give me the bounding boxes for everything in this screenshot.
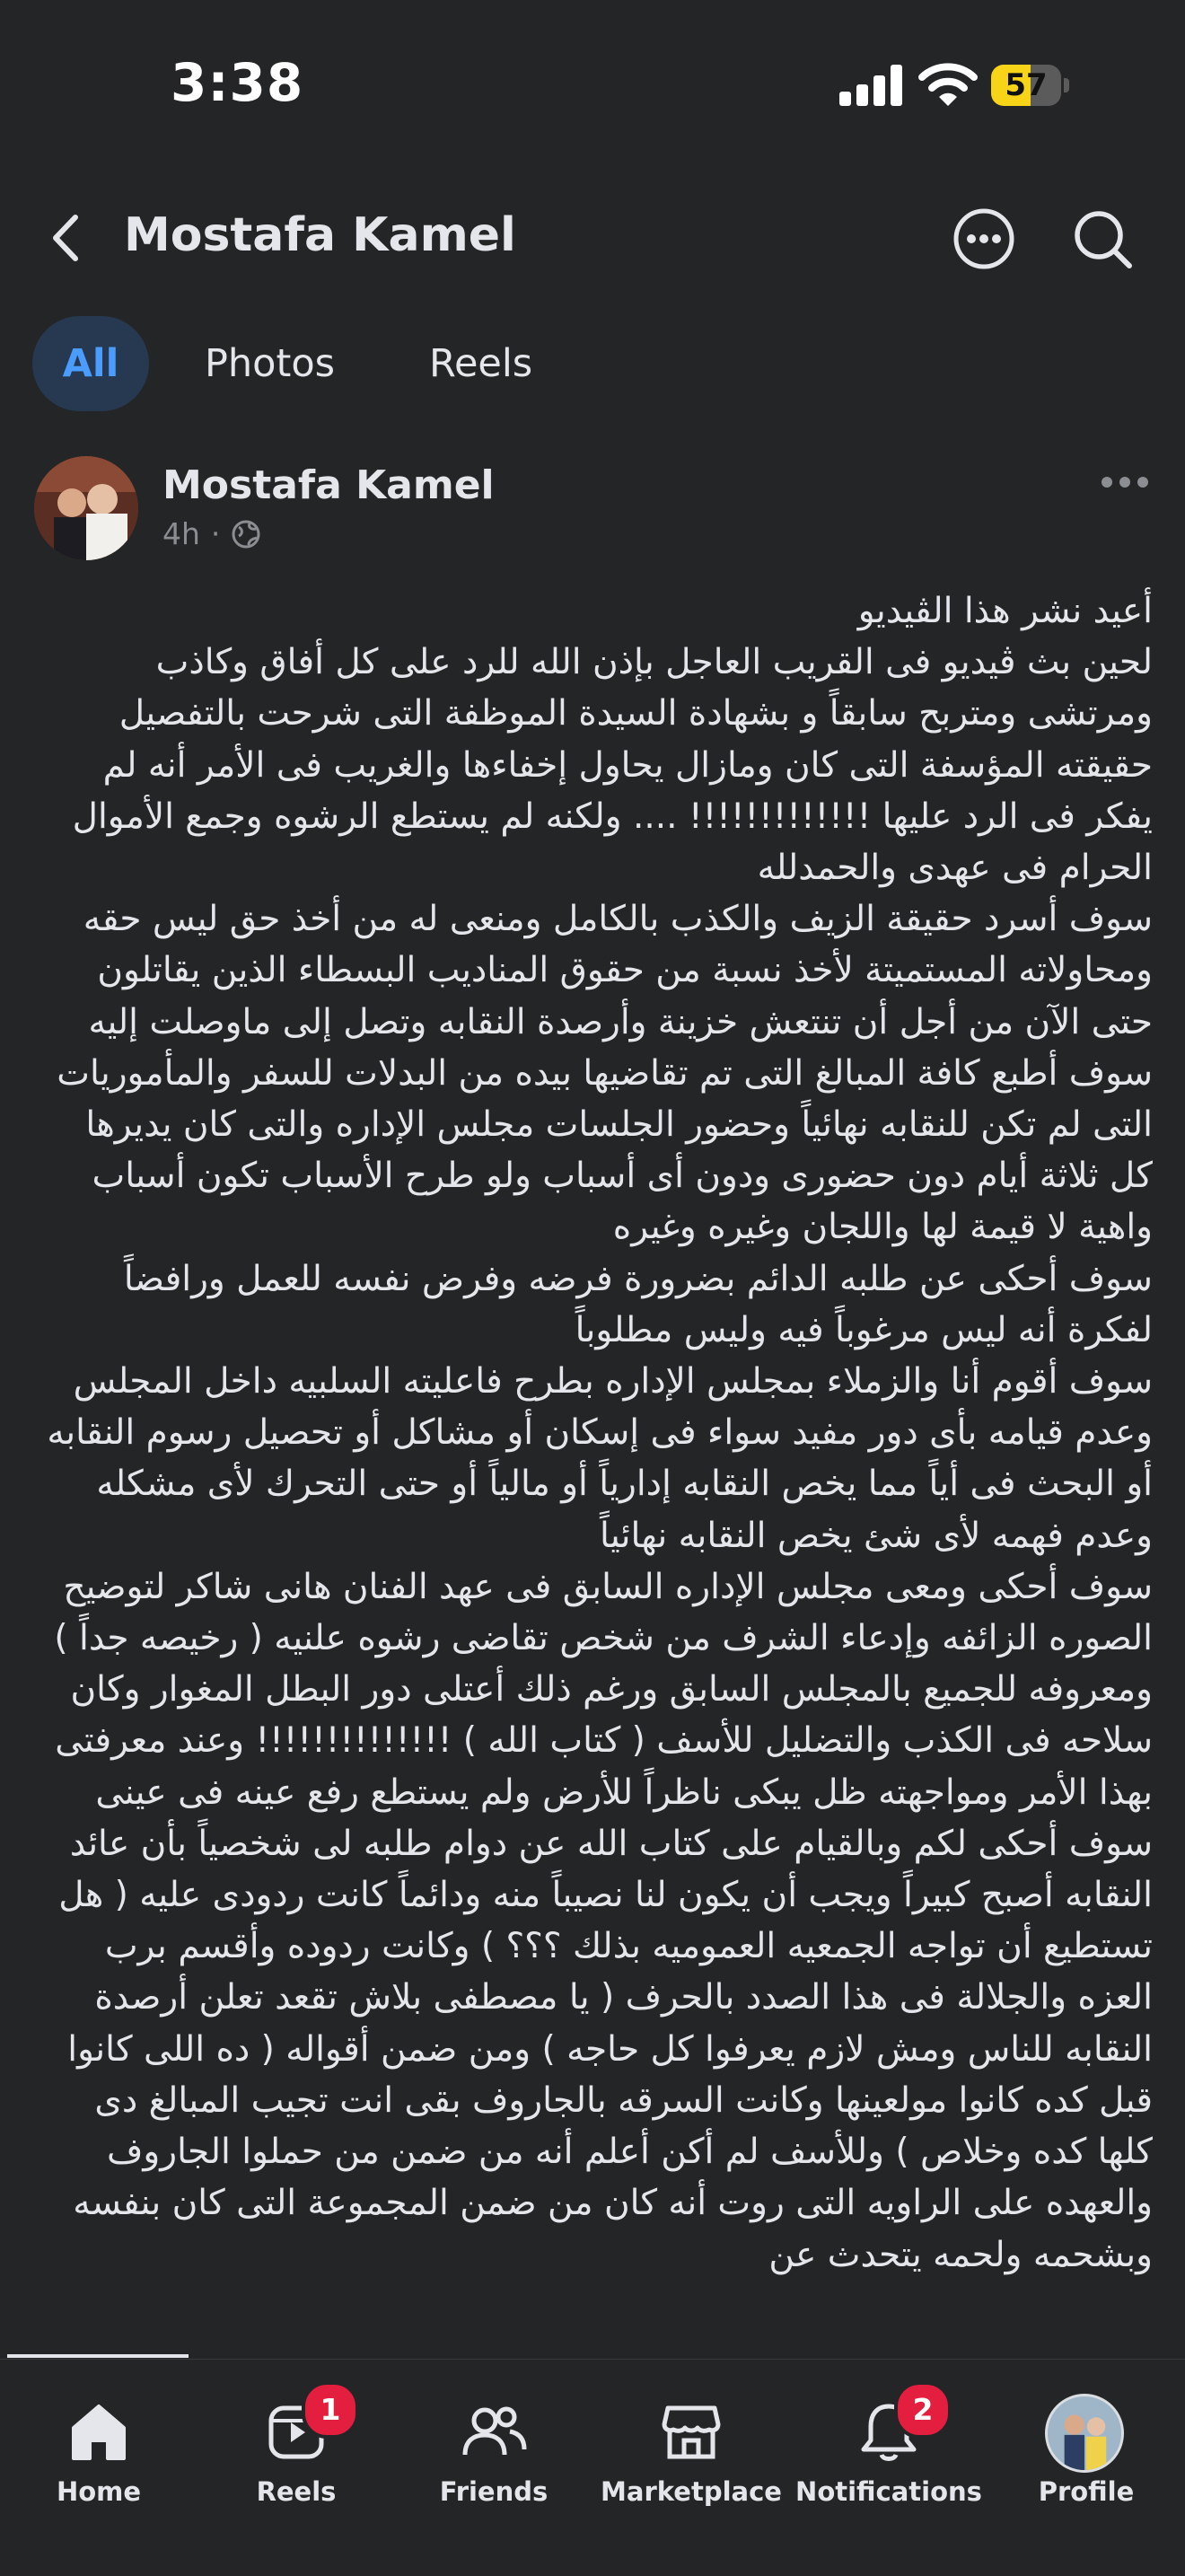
post-text [32, 585, 1153, 2359]
reels-badge: 1 [302, 2381, 359, 2439]
more-options-icon[interactable] [952, 207, 1016, 271]
profile-header [0, 189, 1185, 287]
status-bar [0, 0, 1185, 171]
tab-photos[interactable]: Photos [205, 341, 336, 386]
nav-label-friends: Friends [439, 2476, 549, 2507]
active-tab-indicator [7, 2354, 189, 2358]
cellular-signal-icon [839, 65, 902, 106]
globe-icon [231, 519, 261, 549]
tab-all[interactable]: All [32, 316, 149, 411]
nav-home[interactable] [0, 2360, 198, 2576]
search-icon[interactable] [1070, 207, 1135, 271]
nav-label-profile: Profile [1038, 2476, 1135, 2507]
wifi-icon [918, 59, 978, 108]
post-paragraph: أعيد نشر هذا الڤيديو [857, 591, 1153, 631]
nav-notifications[interactable] [790, 2360, 988, 2576]
marketplace-icon [655, 2396, 727, 2467]
battery-indicator [991, 65, 1068, 106]
post-time: 4h [162, 516, 200, 551]
post-paragraph: سوف أحكى ومعى مجلس الإداره السابق فى عهد الفنان هانى شاكر لتوضيح الصوره الزائفه وإدعاء الشرف من شخص تقاضى رشوه علنيه ( رخيصه جداً ) ومعروفه للجميع بالمجلس السابق ورغم ذلك أعتلى دور البطل المغوار وكان سلاحه فى الكذب والتضليل للأسف ( كتاب الله ) !!!!!!!!!!!!!! وعند معرفتى بهذا الأمر ومواجهته ظل يبكى ناظراً للأرض ولم يستطع رفع عينه فى عينى [54, 1566, 1153, 1813]
post-paragraph: سوف أطبع كافة المبالغ التى تم تقاضيها بيده من البدلات للسفر والمأموريات التى لم تكن للنقابه نهائياً وحضور الجلسات مجلس الإداره والتى كان يديرها كل ثلاثة أيام دون حضورى ودون أى أسباب ولو طرح الأسباب تكون أسباب واهية لا قيمة لها واللجان وغيره وغيره [57, 1052, 1153, 1248]
status-time: 3:38 [171, 52, 304, 113]
post-meta [162, 516, 261, 551]
battery-level: 57 [1005, 67, 1048, 103]
bottom-navigation [0, 2359, 1185, 2576]
post-paragraph: سوف أقوم أنا والزملاء بمجلس الإداره بطرح فاعليته السلبيه داخل المجلس وعدم قيامه بأى دور مفيد سواء فى إسكان أو مشاكل أو تحصيل رسوم النقابه أو البحث فى أياً مما يخص النقابه إدارياً أو مالياً أو حتى التحرك لأى مشكله وعدم فهمه لأى شئ يخص النقابه نهائياً [47, 1361, 1153, 1556]
nav-label-notifications: Notifications [795, 2476, 982, 2507]
nav-label-marketplace: Marketplace [601, 2476, 782, 2507]
nav-marketplace[interactable] [592, 2360, 790, 2576]
profile-avatar [1045, 2394, 1124, 2473]
tab-reels[interactable]: Reels [429, 341, 533, 386]
page-title: Mostafa Kamel [124, 208, 516, 262]
nav-label-reels: Reels [256, 2476, 337, 2507]
friends-icon [458, 2396, 530, 2467]
back-arrow-icon[interactable] [40, 207, 93, 269]
post-options-icon[interactable] [1100, 471, 1150, 493]
post-author-name[interactable]: Mostafa Kamel [162, 462, 495, 508]
post-paragraph: سوف أحكى عن طلبه الدائم بضرورة فرضه وفرض نفسه للعمل ورافضاً لفكرة أنه ليس مرغوباً فيه وليس مطلوباً [123, 1258, 1153, 1350]
post-paragraph: سوف أسرد حقيقة الزيف والكذب بالكامل ومنعى له من أخذ حق ليس حقه ومحاولاته المستميتة لأخذ نسبة من حقوق المناديب البسطاء الذين يقاتلون حتى الآن من أجل أن تنتعش خزينة وأرصدة النقابه وتصل إلى ماوصلت إليه [83, 899, 1153, 1042]
author-avatar[interactable] [34, 456, 138, 560]
nav-reels[interactable] [198, 2360, 395, 2576]
home-icon [63, 2396, 135, 2467]
nav-label-home: Home [56, 2476, 142, 2507]
separator-dot: · [210, 516, 221, 551]
post-paragraph: لحين بث ڤيديو فى القريب العاجل بإذن الله للرد على كل أفاق وكاذب ومرتشى ومتربح سابقاً و بشهادة السيدة الموظفة التى شرحت بالتفصيل حقيقته المؤسفة التى كان ومازال يحاول إخفاءها والغريب فى الأمر أنه لم يفكر فى الرد عليها !!!!!!!!!!!!! .... ولكنه لم يستطع الرشوه وجمع الأموال الحرام فى عهدى والحمدلله [72, 642, 1153, 889]
notifications-badge: 2 [894, 2381, 952, 2439]
nav-profile[interactable] [988, 2360, 1185, 2576]
post-paragraph: سوف أحكى لكم وبالقيام على كتاب الله عن دوام طلبه لى شخصياً بأن عائد النقابه أصبح كبيراً ويجب أن يكون لنا نصيباً منه ودائماً كانت ردودى عليه ( هل تستطيع أن تواجه الجمعيه العموميه بذلك ؟؟؟ ) وكانت ردوده وأقسم برب العزه والجلالة فى هذا الصدد بالحرف ( يا مصطفى بلاش تقعد تعلن أرصدة النقابه للناس ومش لازم يعرفوا كل حاجه ) ومن ضمن أقواله ( ده اللى كانوا قبل كده كانوا مولعينها وكانت السرقه بالجاروف بقى انت تجيب المبالغ دى كلها كده وخلاص ) وللأسف لم أكن أعلم أنه من ضمن من حملوا الجاروف والعهده على الراويه التى روت أنه كان من ضمن المجموعة التى كان بنفسه وبشحمه ولحمه يتحدث عن [58, 1823, 1153, 2275]
nav-friends[interactable] [395, 2360, 592, 2576]
